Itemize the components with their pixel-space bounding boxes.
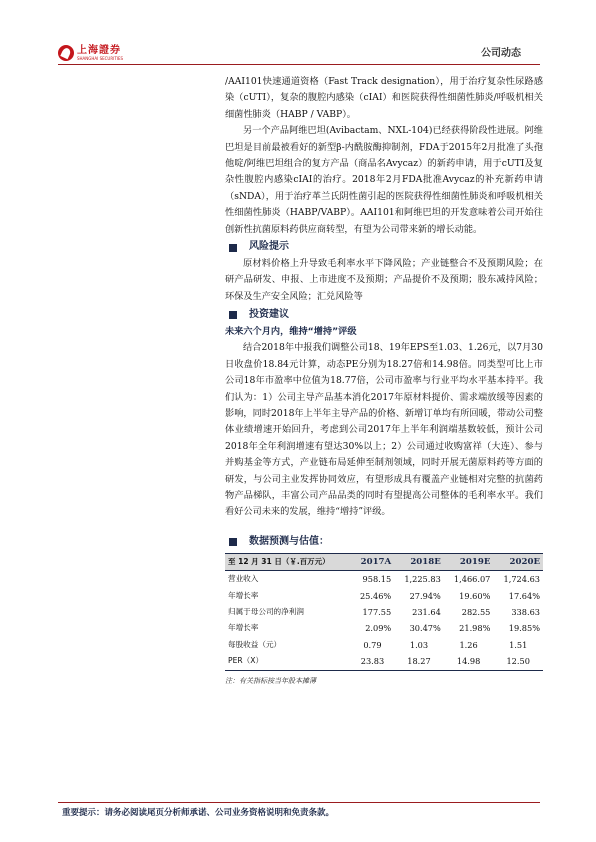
table-row (225, 620, 543, 636)
report-body (225, 74, 543, 689)
table-cell: 25.46% (359, 590, 392, 601)
table-cell: 30.47% (409, 623, 441, 634)
table-note: 注：有关指标按当年股本摊薄 (225, 676, 316, 685)
table-cell: 14.98 (444, 653, 494, 670)
footer-disclaimer: 重要提示：请务必阅读尾页分析师承诺、公司业务资格说明和免责条款。 (62, 808, 335, 818)
year-header: 2020E (493, 553, 543, 570)
row-label: 年增长率 (228, 623, 259, 633)
table-cell: 1.51 (509, 639, 528, 650)
company-logo (58, 43, 144, 63)
table-cell: 1,724.63 (503, 574, 540, 585)
table-cell: 1,225.83 (404, 574, 441, 585)
table-heading-text: 数据预测与估值： (249, 536, 329, 548)
footer-divider (58, 802, 540, 803)
table-cell: 1.03 (409, 639, 429, 650)
row-label: 营业收入 (228, 574, 259, 584)
table-cell: 338.63 (511, 606, 540, 617)
section-square-icon (229, 244, 237, 252)
table-heading (225, 534, 543, 551)
table-cell: 2.09% (365, 623, 392, 634)
year-header: 2017A (351, 553, 394, 570)
section-label: 公司动态 (481, 48, 521, 59)
row-label: 归属于母公司的净利润 (228, 606, 304, 616)
page-header (0, 0, 596, 66)
table-cell: 27.94% (409, 590, 441, 601)
logo-text (77, 46, 123, 61)
logo-english-name: SHANGHAI SECURITIES (77, 55, 124, 61)
table-header-label: 至 12 月 31 日（￥.百万元） (225, 553, 351, 570)
table-cell: 0.79 (363, 639, 382, 650)
invest-paragraph: 结合2018年中报我们调整公司18、19年EPS至1.03、1.26元，以7月30日收盘价18.84元计算，动态PE分别为18.27倍和14.98倍。同类型可比上市公司18年市盈率中位值为18.77倍，公司市盈率与行业平均水平基本持平。我们认为：1）公司主导产品基本消化2017年原材料提价、需求端放缓等因素的影响，同时2018年上半年主导产品的价格、新增订单均有所回暖，带动公司整体业绩增速开始回升，考虑到公司2017年上半年利润端基数较低，预计公司2018年全年利润增速有望达30%以上；2）公司通过收购富祥（大连）、参与并购基金等方式，产业链布局延伸至制剂领域，同时开展无菌原料药等方面的研发，与公司主业发挥协同效应，有望形成具有覆盖产业链相对完整的抗菌药物产品梯队，丰富公司产品品类的同时有望提高公司整体的毛利率水平。我们看好公司未来的发展，维持“增持”评级。 (225, 342, 543, 518)
table-row (225, 588, 543, 604)
table-row (225, 653, 543, 670)
table-row (225, 637, 543, 653)
table-cell: 21.98% (459, 623, 491, 634)
invest-heading-text: 投资建议 (249, 308, 289, 320)
table-cell: 18.27 (394, 653, 444, 670)
table-cell: 17.64% (508, 590, 540, 601)
rating-subheading: 未来六个月内，维持“增持”评级 (225, 326, 357, 338)
risk-heading (225, 239, 543, 256)
table-header-row (225, 553, 543, 570)
section-square-icon (229, 538, 237, 546)
row-label: 每股收益（元） (228, 639, 282, 649)
table-cell: 1.26 (459, 639, 478, 650)
forecast-table (225, 553, 543, 671)
table-row (225, 571, 543, 588)
year-header: 2018E (394, 553, 444, 570)
header-divider (58, 64, 540, 65)
row-label: 年增长率 (228, 590, 259, 600)
table-cell: 958.15 (362, 574, 392, 585)
table-cell: 282.55 (461, 606, 491, 617)
year-header: 2019E (444, 553, 494, 570)
logo-chinese-name: 上海證券 (77, 44, 121, 56)
section-square-icon (229, 311, 237, 319)
invest-heading (225, 306, 543, 323)
table-cell: 23.83 (351, 653, 394, 670)
table-cell: 19.60% (459, 590, 491, 601)
table-cell: 231.64 (412, 606, 441, 617)
risk-heading-text: 风险提示 (249, 241, 289, 253)
table-cell: 12.50 (493, 653, 543, 670)
row-label: PER（X） (225, 653, 351, 670)
paragraph-avibactam: 另一个产品阿维巴坦(Avibactam、NXL-104)已经获得阶段性进展。阿维巴坦是目前最被看好的新型β-内酰胺酶抑制剂，FDA于2015年2月批准了头孢他啶/阿维巴坦组合的复方产品（商品名Avycaz）的新药申请，用于cUTI及复杂性腹腔内感染cIAI的治疗。2018年2月FDA批准Avycaz的补充新药申请（sNDA），用于治疗革兰氏阴性菌引起的医院获得性细菌性肺炎和呼吸机相关性细菌性肺炎（HABP/VABP）。AAI101和阿维巴坦的开发意味着公司开始往创新性抗菌原料药供应商转型，有望为公司带来新的增长动能。 (225, 125, 543, 235)
table-cell: 1,466.07 (453, 574, 491, 585)
risk-paragraph: 原材料价格上升导致毛利率水平下降风险；产业链整合不及预期风险；在研产品研发、申报、上市进度不及预期；产品提价不及预期；股东减持风险；环保及生产安全风险；汇兑风险等 (225, 258, 543, 302)
table-cell: 177.55 (362, 606, 392, 617)
logo-mark-icon (58, 45, 74, 61)
table-cell: 19.85% (508, 623, 540, 634)
paragraph-aai101: /AAI101快速通道资格（Fast Track designation），用于治疗复杂性尿路感染（cUTI），复杂的腹腔内感染（cIAI）和医院获得性细菌性肺炎/呼吸机相关细菌性肺炎（HABP / VABP）。 (225, 76, 543, 120)
table-row (225, 604, 543, 620)
